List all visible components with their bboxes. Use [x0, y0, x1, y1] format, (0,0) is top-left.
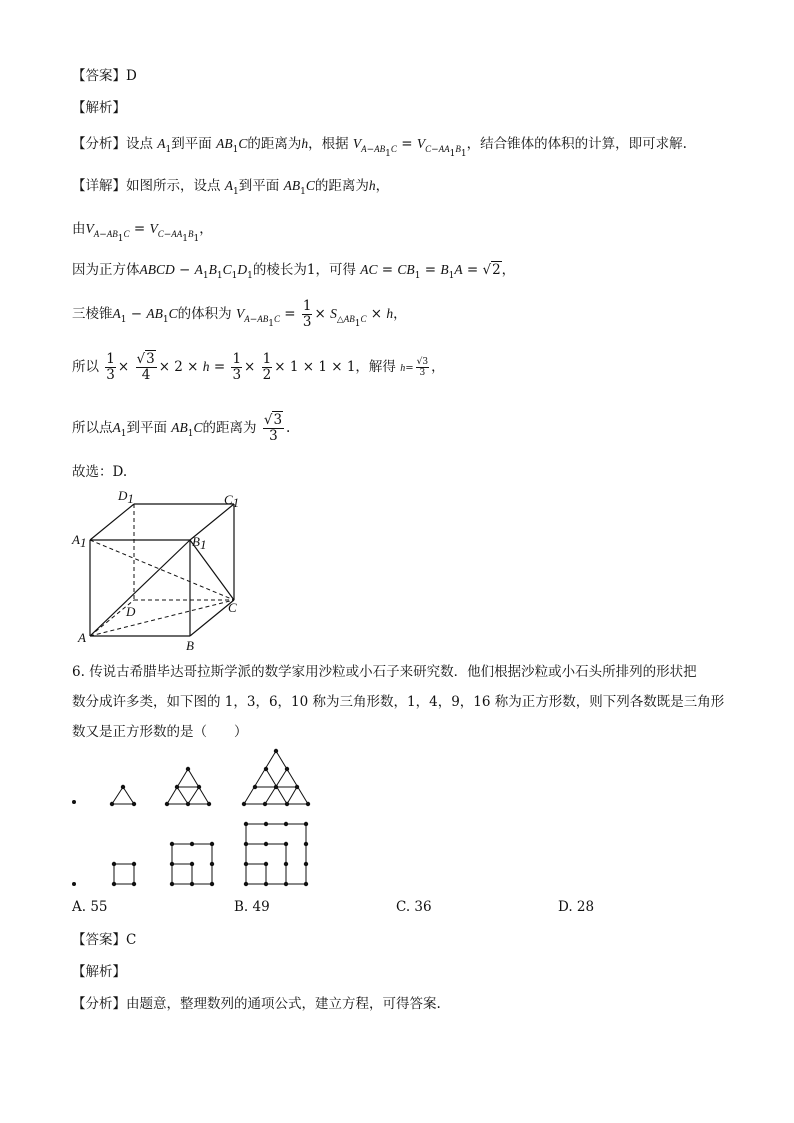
answer-value: C: [126, 932, 137, 948]
option-b[interactable]: B. 49: [234, 899, 270, 915]
triangle-number-6: [167, 769, 209, 804]
q6-stem-1: 6. 传说古希腊毕达哥拉斯学派的数学家用沙粒或小石子来研究数．他们根据沙粒或小石头所排列的形状把: [72, 664, 697, 680]
q5-answer-line: [72, 66, 137, 86]
q5-step3: 因为正方体ABCD − $A_1B_1C_1D_1$的棱长为1，可得 AC = $CB_1 = B_1A = √2$，: [72, 262, 516, 281]
q5-step2: 由$V_{A-AB_1C} = V_{C-AA_1B_1}$，: [72, 221, 213, 244]
edge-A1-D1: [90, 504, 134, 540]
label-B1: B1: [192, 534, 207, 552]
analysis-tag: 【解析】: [72, 100, 126, 116]
q6-answer-line: 【答案】C: [72, 932, 137, 948]
cube-figure: [66, 486, 256, 656]
label-A: A: [78, 630, 86, 645]
label-D1: D1: [118, 488, 134, 506]
q5-step5: 所以 $\frac{1}{3}$ × $\frac{√3}{4}$ × 2 × h = $\frac{1}{3}$ × $\frac{1}{2}$ × 1 × 1 × 1，解得 h= $\frac{√3}{3}$ ，: [72, 351, 445, 383]
q5-choose: 故选：D.: [72, 464, 128, 480]
q6-stem-2: 数分成许多类，如下图的 1，3，6，10 称为三角形数，1，4，9，16 称为正方形数，则下列各数既是三角形: [72, 694, 725, 710]
question-number: 6.: [72, 664, 85, 680]
q6-fenxi-line: 【分析】由题意，整理数列的通项公式，建立方程，可得答案.: [72, 996, 441, 1012]
option-c[interactable]: C. 36: [396, 899, 432, 915]
stray-dot: [72, 800, 76, 804]
q5-fenxi-line: 【分析】设点 $A_1$到平面 $AB_1C$的距离为h，根据 $V_{A-AB_1C} = V_{C-AA_1B_1}$，结合锥体的体积的计算，即可求解.: [72, 136, 687, 159]
square-number-4: [114, 864, 134, 884]
q5-step4: 三棱锥$A_1 - AB_1C$的体积为 $V_{A-AB_1C}$ = $\frac{1}{3}$ × $S_{\triangle AB_1C} \times h$，: [72, 298, 407, 330]
option-a[interactable]: A. 55: [72, 899, 108, 915]
answer-value: D: [126, 68, 137, 84]
label-C1: C1: [224, 492, 240, 510]
triangle-number-10: [244, 751, 308, 804]
q6-analysis-tag: 【解析】: [72, 964, 126, 980]
label-B: B: [186, 638, 194, 653]
triangle-number-3: [112, 787, 134, 804]
square-number-16: [246, 824, 306, 884]
seg-B1-C: [190, 540, 234, 600]
label-A1: A1: [72, 532, 87, 550]
q5-step6: 所以点$A_1$到平面 $AB_1C$的距离为 $\frac{√3}{3}$ .: [72, 412, 291, 444]
q5-xiangjie-line: 【详解】如图所示，设点 $A_1$到平面 $AB_1C$的距离为h，: [72, 178, 390, 197]
seg-A-B1: [90, 540, 190, 636]
figurate-numbers-figure: [66, 742, 326, 894]
stray-dot: [72, 882, 76, 886]
label-D: D: [126, 604, 136, 619]
volume-equation: $V_{A-AB_1C} = V_{C-AA_1B_1}$: [352, 136, 467, 159]
answer-tag: 【答案】: [72, 68, 126, 84]
label-C: C: [228, 600, 237, 615]
q6-stem-3: 数又是正方形数的是（ ）: [72, 724, 248, 740]
option-d[interactable]: D. 28: [558, 899, 595, 915]
